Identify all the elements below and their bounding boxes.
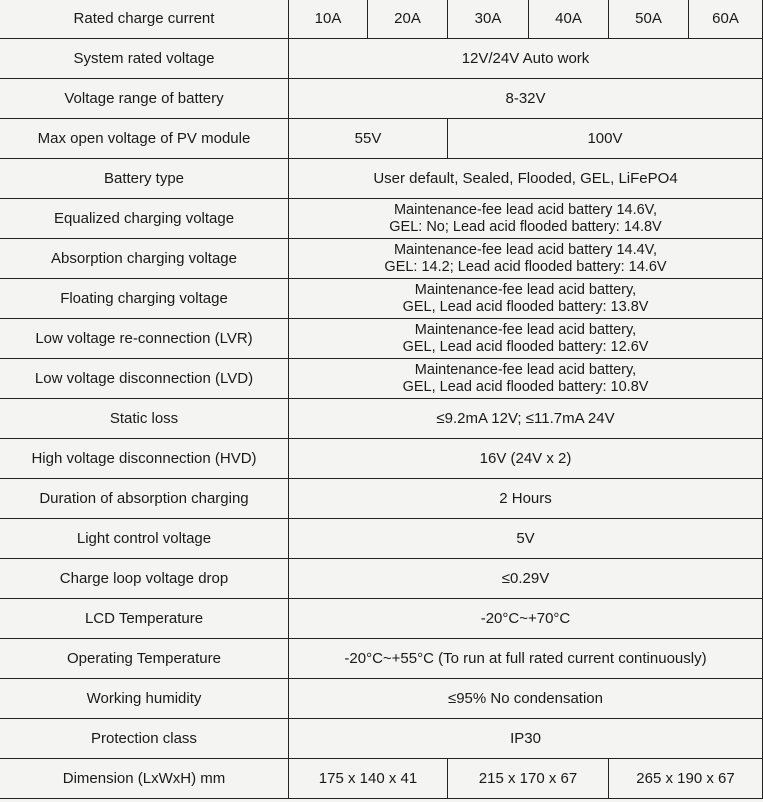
cell-line: GEL: No; Lead acid flooded battery: 14.8V bbox=[389, 218, 662, 235]
table-cell: 2 Hours bbox=[289, 479, 763, 519]
table-cell: 60A bbox=[689, 0, 763, 39]
table-row bbox=[0, 399, 763, 439]
table-row bbox=[0, 679, 763, 719]
table-cell: 265 x 190 x 67 bbox=[609, 759, 763, 799]
table-cell: 40A bbox=[529, 0, 609, 39]
table-cell: 10A bbox=[289, 0, 368, 39]
table-cell: ≤0.29V bbox=[289, 559, 763, 599]
table-cell: 5V bbox=[289, 519, 763, 559]
row-label: Absorption charging voltage bbox=[0, 239, 289, 279]
row-label: Light control voltage bbox=[0, 519, 289, 559]
row-label: High voltage disconnection (HVD) bbox=[0, 439, 289, 479]
table-cell: ≤9.2mA 12V; ≤11.7mA 24V bbox=[289, 399, 763, 439]
row-label: Max open voltage of PV module bbox=[0, 119, 289, 159]
table-cell: 50A bbox=[609, 0, 689, 39]
table-cell: 55V bbox=[289, 119, 448, 159]
row-label: Charge loop voltage drop bbox=[0, 559, 289, 599]
table-cell: 12V/24V Auto work bbox=[289, 39, 763, 79]
cell-line: GEL, Lead acid flooded battery: 10.8V bbox=[402, 378, 649, 395]
row-label: Low voltage re-connection (LVR) bbox=[0, 319, 289, 359]
cell-line: Maintenance-fee lead acid battery, bbox=[414, 321, 637, 338]
row-label: Battery type bbox=[0, 159, 289, 199]
table-row bbox=[0, 559, 763, 599]
row-label: Rated charge current bbox=[0, 0, 289, 39]
row-label: Protection class bbox=[0, 719, 289, 759]
cell-line: Maintenance-fee lead acid battery 14.6V, bbox=[393, 201, 658, 218]
table-cell: -20°C~+70°C bbox=[289, 599, 763, 639]
table-cell: 20A bbox=[368, 0, 448, 39]
table-cell: ≤95% No condensation bbox=[289, 679, 763, 719]
row-label: Low voltage disconnection (LVD) bbox=[0, 359, 289, 399]
table-cell: 8-32V bbox=[289, 79, 763, 119]
table-row bbox=[0, 279, 763, 319]
row-label: Dimension (LxWxH) mm bbox=[0, 759, 289, 799]
table-row bbox=[0, 359, 763, 399]
cell-line: Maintenance-fee lead acid battery, bbox=[414, 361, 637, 378]
table-row bbox=[0, 119, 763, 159]
row-label: Working humidity bbox=[0, 679, 289, 719]
table-row bbox=[0, 79, 763, 119]
table-row bbox=[0, 639, 763, 679]
table-row bbox=[0, 479, 763, 519]
table-cell bbox=[289, 239, 763, 279]
table-cell: -20°C~+55°C (To run at full rated current continuously) bbox=[289, 639, 763, 679]
table-row bbox=[0, 39, 763, 79]
table-cell: 100V bbox=[448, 119, 763, 159]
table-cell: 16V (24V x 2) bbox=[289, 439, 763, 479]
table-cell: User default, Sealed, Flooded, GEL, LiFePO4 bbox=[289, 159, 763, 199]
table-row bbox=[0, 0, 763, 39]
table-row bbox=[0, 439, 763, 479]
table-row bbox=[0, 199, 763, 239]
row-label: Equalized charging voltage bbox=[0, 199, 289, 239]
cell-line: GEL, Lead acid flooded battery: 12.6V bbox=[402, 338, 649, 355]
table-cell bbox=[289, 319, 763, 359]
table-row bbox=[0, 239, 763, 279]
table-cell: 175 x 140 x 41 bbox=[289, 759, 448, 799]
table-cell: 30A bbox=[448, 0, 529, 39]
cell-line: GEL, Lead acid flooded battery: 13.8V bbox=[402, 298, 649, 315]
row-label: Voltage range of battery bbox=[0, 79, 289, 119]
table-cell bbox=[289, 359, 763, 399]
table-row bbox=[0, 719, 763, 759]
table-cell: IP30 bbox=[289, 719, 763, 759]
cell-line: Maintenance-fee lead acid battery, bbox=[414, 281, 637, 298]
row-label: Floating charging voltage bbox=[0, 279, 289, 319]
table-cell bbox=[289, 279, 763, 319]
cell-line: Maintenance-fee lead acid battery 14.4V, bbox=[393, 241, 658, 258]
table-row bbox=[0, 159, 763, 199]
table-cell: 215 x 170 x 67 bbox=[448, 759, 609, 799]
row-label: LCD Temperature bbox=[0, 599, 289, 639]
table-row bbox=[0, 319, 763, 359]
row-label: Static loss bbox=[0, 399, 289, 439]
table-row bbox=[0, 759, 763, 799]
row-label: System rated voltage bbox=[0, 39, 289, 79]
row-label: Operating Temperature bbox=[0, 639, 289, 679]
cell-line: GEL: 14.2; Lead acid flooded battery: 14.6V bbox=[384, 258, 667, 275]
row-label: Duration of absorption charging bbox=[0, 479, 289, 519]
table-row bbox=[0, 519, 763, 559]
table-cell bbox=[289, 199, 763, 239]
table-row bbox=[0, 599, 763, 639]
